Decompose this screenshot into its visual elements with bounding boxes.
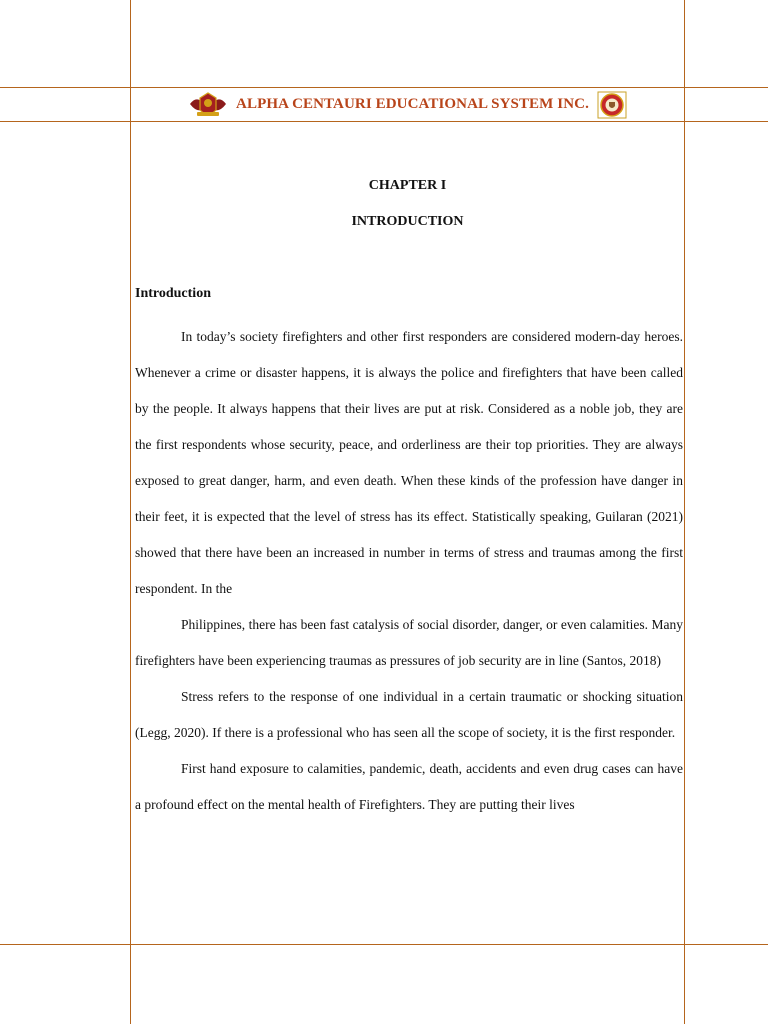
seal-logo-icon [597, 91, 627, 119]
chapter-title: INTRODUCTION [351, 214, 464, 229]
paragraph: In today’s society firefighters and other first responders are considered modern-day heroes. Whenever a crime or disaster happens, it is always the police and firefighters that have been called by the people. It always happens that their lives are put at risk. Considered as a noble job, they are the first respondents whose security, peace, and orderliness are their top priorities. They are always exposed to great danger, harm, and even death. When these kinds of the profession have danger in their feet, it is expected that the level of stress has its effect. Statistically speaking, Guilaran (2021) showed that there have been an increased in number in terms of stress and traumas among the first respondent. In the [135, 329, 683, 596]
page-header [131, 88, 684, 121]
left-margin-rule [130, 0, 131, 1024]
right-margin-rule [684, 0, 685, 1024]
chapter-label: CHAPTER I [368, 178, 447, 193]
paragraph: First hand exposure to calamities, pandemic, death, accidents and even drug cases can have a profound effect on the mental health of Firefighters. They are putting their lives [135, 761, 683, 812]
section-heading: Introduction [135, 286, 211, 301]
footer-rule [0, 944, 768, 945]
paragraph: Stress refers to the response of one individual in a certain traumatic or shocking situation (Legg, 2020). If there is a professional who has seen all the scope of society, it is the first responder. [135, 689, 683, 740]
paragraph: Philippines, there has been fast catalysis of social disorder, danger, or even calamities. Many firefighters have been experiencing traumas as pressures of job security are in line (Santos, 2018) [135, 617, 683, 668]
institution-name: ALPHA CENTAURI EDUCATIONAL SYSTEM INC. [236, 96, 589, 112]
crest-logo-icon [188, 90, 228, 120]
body-text [135, 319, 683, 823]
header-bottom-rule [0, 121, 768, 122]
